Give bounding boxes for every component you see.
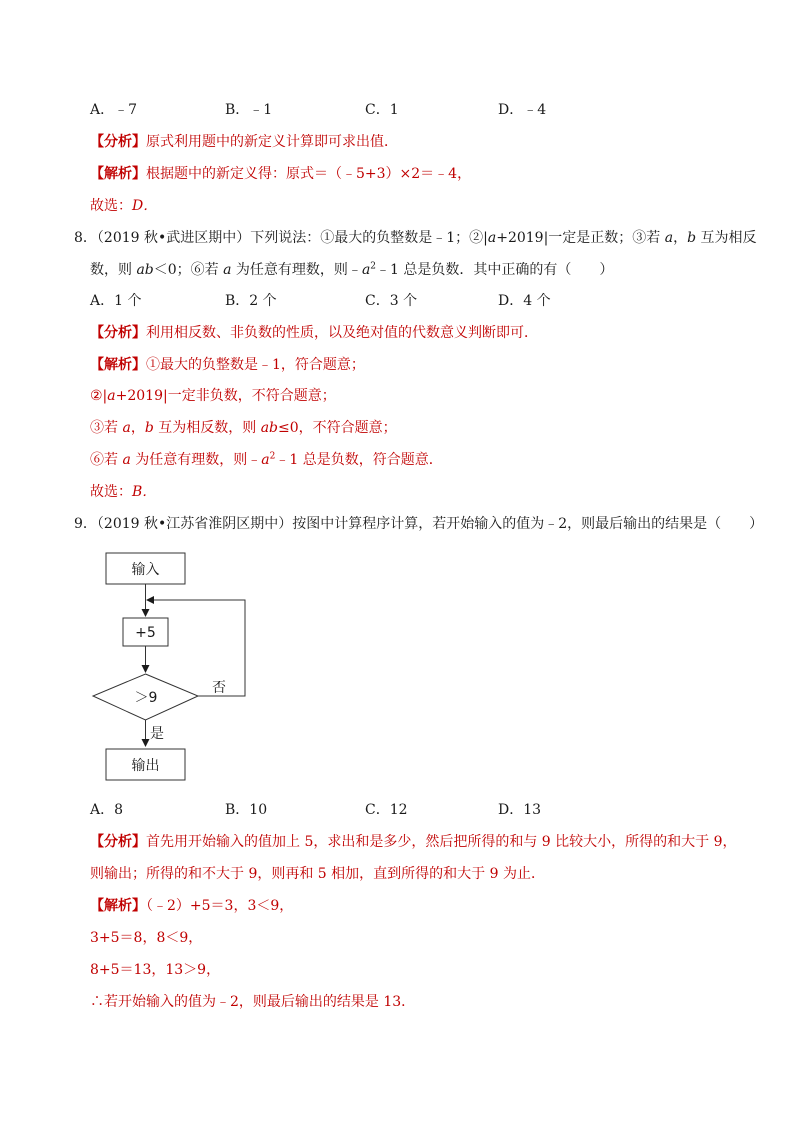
q9-flowchart xyxy=(88,546,263,786)
answer-prefix: 故选： xyxy=(90,484,132,500)
q9-stem: 9．（2019 秋•江苏省淮阴区期中）按图中计算程序计算，若开始输入的值为﹣2，则最后输出的结果是（ ） xyxy=(74,516,764,532)
q7-option-d[interactable]: D．﹣4 xyxy=(498,102,547,118)
flow-output-label: 输出 xyxy=(131,758,160,774)
solution-label: 【解析】 xyxy=(90,898,146,914)
q8-solution-2: ②|a+2019|一定非负数，不符合题意； xyxy=(90,388,336,404)
q8-answer xyxy=(90,482,156,502)
q8-option-a[interactable]: A．1 个 xyxy=(90,293,142,309)
q9-option-d[interactable]: D．13 xyxy=(498,802,542,818)
analysis-label: 【分析】 xyxy=(90,834,146,850)
q7-options xyxy=(90,100,650,120)
q9-solution-1: 【解析】（﹣2）+5＝3，3＜9， xyxy=(90,898,294,914)
q8-solution-3: ③若 a，b 互为相反数，则 ab≤0，不符合题意； xyxy=(90,420,397,436)
solution-label: 【解析】 xyxy=(90,166,146,182)
q8-stem-line2: 数，则 ab＜0；⑥若 a 为任意有理数，则$﹣a^2﹣1$ 总是负数．其中正确的有（ ） xyxy=(90,261,614,278)
q9-solution-2: 3+5＝8，8＜9， xyxy=(90,930,203,946)
q8-option-c[interactable]: C．3 个 xyxy=(365,293,418,309)
flow-condition-label: ＞9 xyxy=(134,690,158,706)
answer-value: B． xyxy=(132,484,157,500)
flow-step-label: +5 xyxy=(135,625,156,641)
q9-solution-3: 8+5＝13，13＞9， xyxy=(90,962,221,978)
q7-analysis xyxy=(90,132,398,152)
answer-value: D． xyxy=(132,198,158,214)
q9-solution-4: ∴若开始输入的值为﹣2，则最后输出的结果是 13． xyxy=(90,994,416,1010)
q8-option-b[interactable]: B．2 个 xyxy=(225,293,277,309)
q7-answer xyxy=(90,196,157,216)
q9-option-a[interactable]: A．8 xyxy=(90,802,124,818)
q7-option-a[interactable]: A．﹣7 xyxy=(90,102,138,118)
analysis-label: 【分析】 xyxy=(90,325,146,341)
q8-stem-line1: 8．（2019 秋•武进区期中）下列说法：①最大的负整数是﹣1；②|a+2019|一定是正数；③若 a，b 互为相反 xyxy=(74,230,757,246)
q9-analysis-2: 则输出；所得的和不大于 9，则再和 5 相加，直到所得的和大于 9 为止． xyxy=(90,866,545,882)
answer-prefix: 故选： xyxy=(90,198,132,214)
q7-solution xyxy=(90,164,471,184)
q7-option-c[interactable]: C．1 xyxy=(365,102,399,118)
q9-option-b[interactable]: B．10 xyxy=(225,802,268,818)
analysis-label: 【分析】 xyxy=(90,134,146,150)
analysis-text: 原式利用题中的新定义计算即可求出值． xyxy=(146,134,398,150)
q8-analysis xyxy=(90,323,538,343)
q8-option-d[interactable]: D．4 个 xyxy=(498,293,551,309)
q9-options xyxy=(90,800,650,820)
q9-analysis-1: 【分析】首先用开始输入的值加上 5，求出和是多少，然后把所得的和与 9 比较大小，所得的和大于 9， xyxy=(90,834,737,850)
flow-input-label: 输入 xyxy=(131,562,160,578)
q7-option-b[interactable]: B．﹣1 xyxy=(225,102,273,118)
q8-solution-4: ⑥若 a 为任意有理数，则$﹣a^2﹣1$ 总是负数，符合题意． xyxy=(90,451,443,468)
q8-solution-1: 【解析】①最大的负整数是﹣1，符合题意； xyxy=(90,357,365,373)
q8-options xyxy=(90,291,650,311)
flow-yes-label: 是 xyxy=(150,726,164,742)
solution-text: 根据题中的新定义得：原式＝（﹣5+3）×2＝﹣4， xyxy=(146,166,472,182)
flow-no-label: 否 xyxy=(212,680,226,696)
solution-label: 【解析】 xyxy=(90,357,146,373)
q9-option-c[interactable]: C．12 xyxy=(365,802,408,818)
analysis-text: 利用相反数、非负数的性质，以及绝对值的代数意义判断即可． xyxy=(146,325,538,341)
